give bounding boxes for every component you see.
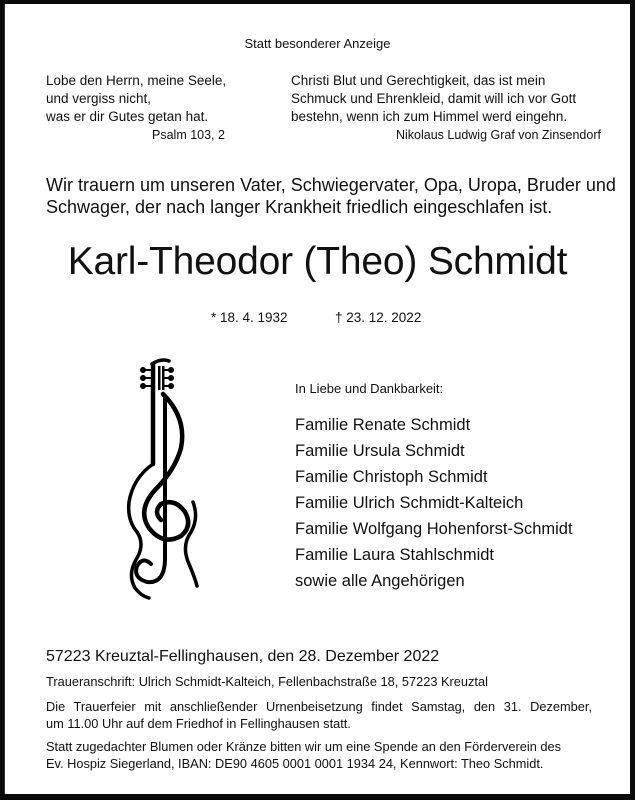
place-and-date: 57223 Kreuztal-Fellinghausen, den 28. Dezember 2022 [46, 648, 440, 665]
hymn-citation: Nikolaus Ludwig Graf von Zinsendorf [396, 128, 601, 142]
psalm-verse [46, 72, 226, 126]
psalm-citation: Psalm 103, 2 [152, 128, 225, 142]
hymn-verse [291, 72, 576, 126]
verse-line: Schmuck und Ehrenkleid, damit will ich vor Gott [291, 91, 577, 106]
mourning-statement [46, 174, 616, 218]
verse-line: bestehn, wenn ich zum Himmel werd eingehn. [291, 109, 568, 124]
statement-line: Wir trauern um unseren Vater, Schwiegervater, Opa, Uropa, Bruder und [46, 175, 616, 195]
deceased-name: Karl-Theodor (Theo) Schmidt [67, 240, 568, 283]
funeral-line: um 11.00 Uhr auf dem Friedhof in Fellinghausen statt. [46, 716, 351, 731]
mourner-family: Familie Wolfgang Hohenforst-Schmidt [295, 520, 573, 538]
verse-line: Christi Blut und Gerechtigkeit, das ist mein [291, 73, 546, 88]
notice-heading: Statt besonderer Anzeige [244, 36, 391, 51]
donation-line: Ev. Hospiz Siegerland, IBAN: DE90 4605 0001 0001 1934 24, Kennwort: Theo Schmidt. [46, 756, 544, 771]
death-date: † 23. 12. 2022 [335, 310, 422, 325]
verse-line: Lobe den Herrn, meine Seele, [46, 73, 227, 88]
donation-info [46, 738, 561, 772]
mourner-family: Familie Renate Schmidt [295, 416, 471, 434]
mourner-family: sowie alle Angehörigen [295, 572, 465, 590]
funeral-line: Die Trauerfeier mit anschließender Urnenbeisetzung findet Samstag, den 31. Dezember, [46, 699, 592, 714]
mourning-address: Traueranschrift: Ulrich Schmidt-Kalteich, Fellenbachstraße 18, 57223 Kreuztal [46, 674, 488, 689]
donation-line: Statt zugedachter Blumen oder Kränze bitten wir um eine Spende an den Förderverein des [46, 739, 562, 754]
guitar-treble-clef-icon [121, 352, 213, 602]
mourner-family: Familie Ulrich Schmidt-Kalteich [295, 494, 524, 512]
funeral-info [46, 698, 592, 732]
obituary-notice [4, 4, 630, 794]
mourner-family: Familie Laura Stahlschmidt [295, 546, 494, 564]
mourner-family: Familie Ursula Schmidt [295, 442, 465, 460]
mourner-family: Familie Christoph Schmidt [295, 468, 488, 486]
verse-line: was er dir Gutes getan hat. [46, 109, 209, 124]
mourner-list [295, 412, 573, 594]
birth-date: * 18. 4. 1932 [211, 310, 288, 325]
thanks-heading: In Liebe und Dankbarkeit: [295, 381, 444, 396]
statement-line: Schwager, der nach langer Krankheit friedlich eingeschlafen ist. [46, 197, 553, 217]
verse-line: und vergiss nicht, [46, 91, 152, 106]
